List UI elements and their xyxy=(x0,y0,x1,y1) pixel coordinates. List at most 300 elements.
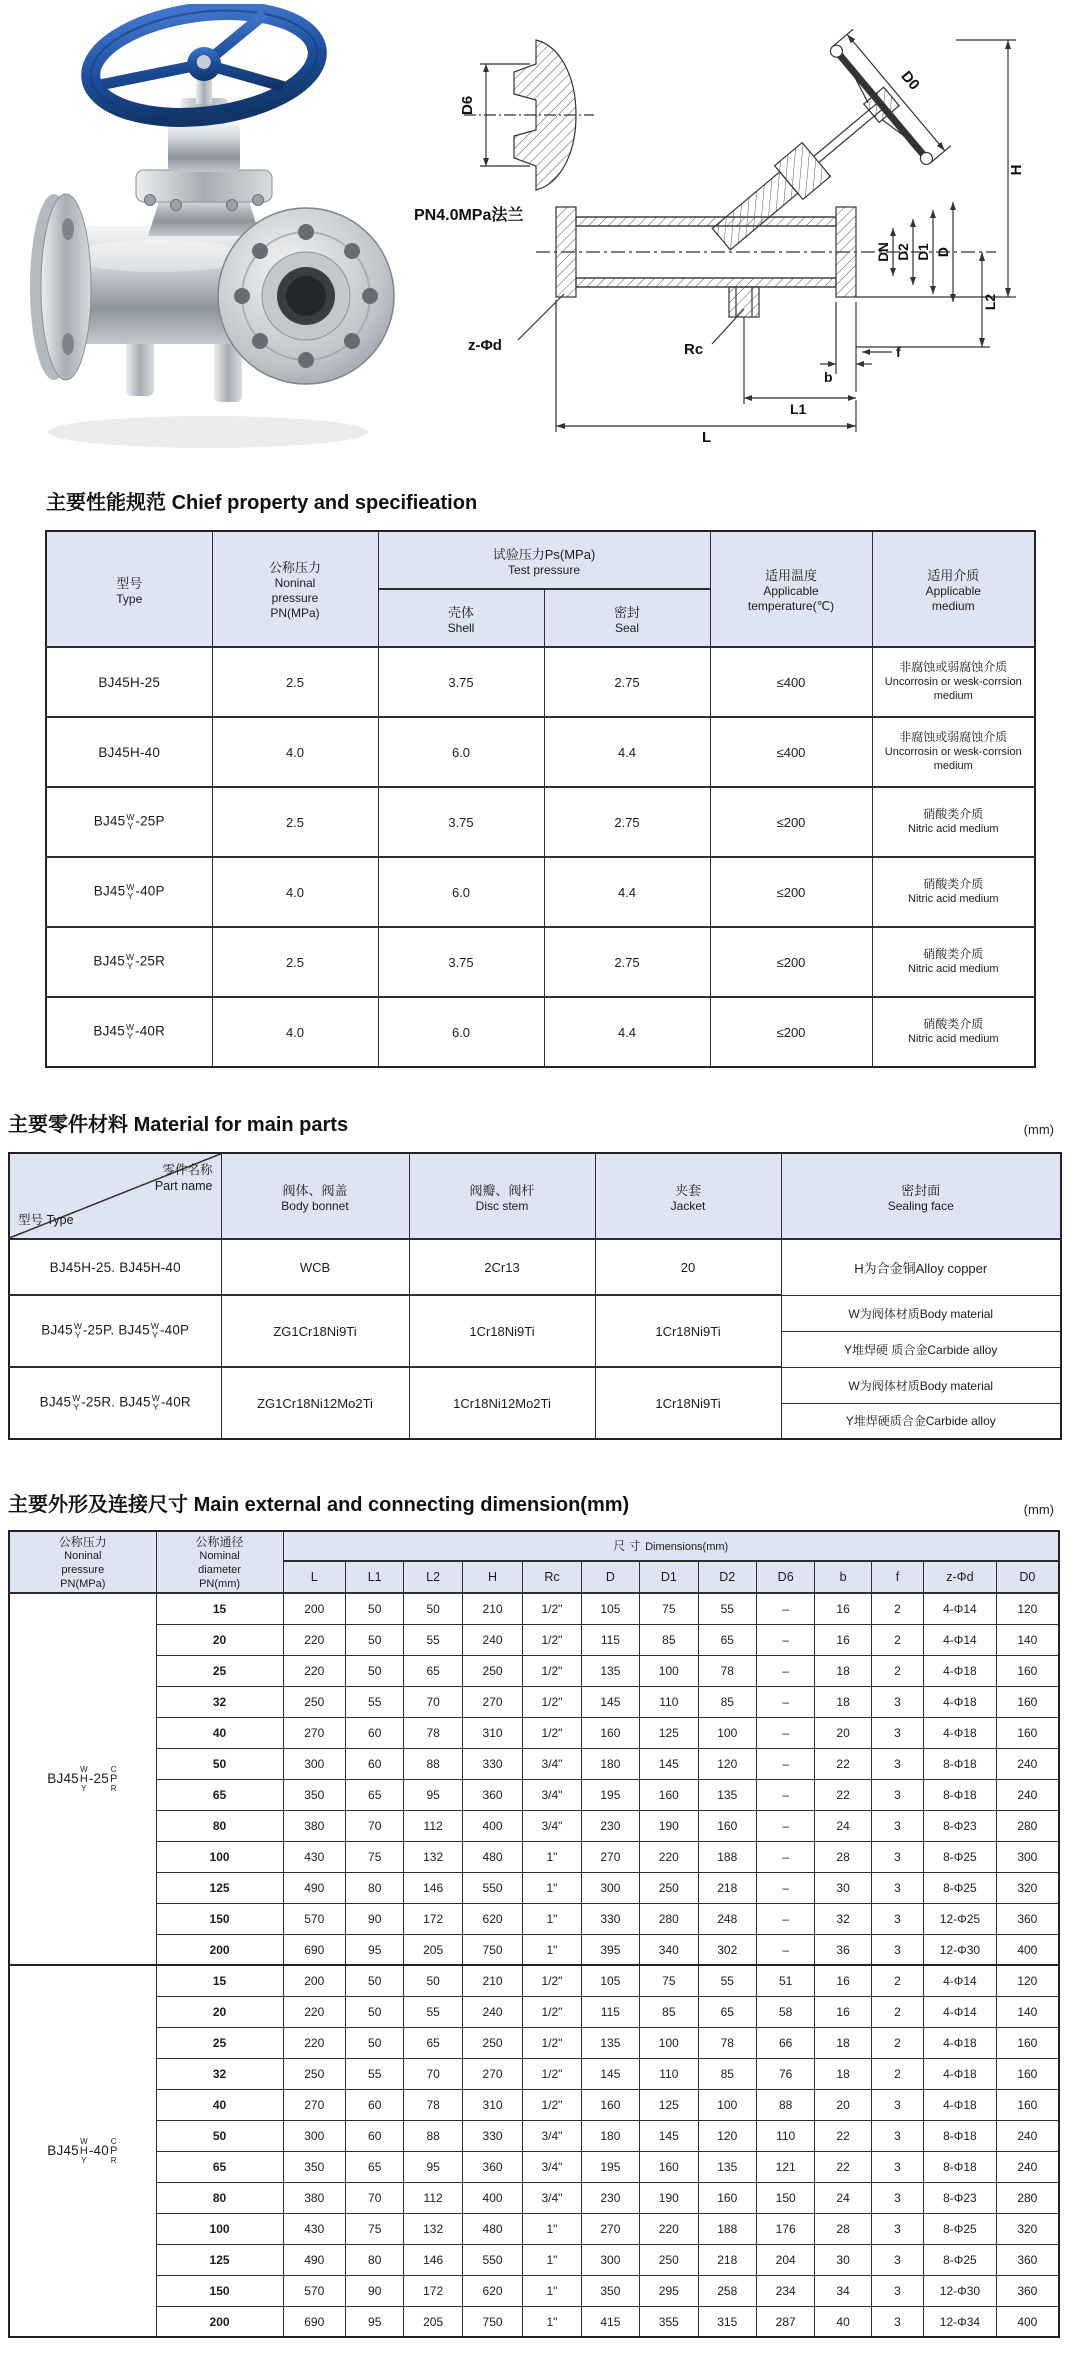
dimension-value-cell: 50 xyxy=(345,1965,403,1996)
dimension-value-cell: 1/2" xyxy=(523,2058,581,2089)
nominal-diameter-cell: 200 xyxy=(156,1934,283,1965)
nominal-diameter-cell: 80 xyxy=(156,1810,283,1841)
dimension-value-cell: 330 xyxy=(462,1748,522,1779)
dimension-value-cell: 4-Φ18 xyxy=(924,1686,997,1717)
dimension-value-cell: 355 xyxy=(640,2306,698,2337)
h-label: H xyxy=(1008,164,1025,176)
spec-title-zh: 主要性能规范 xyxy=(46,492,166,514)
temp-value-cell: ≤400 xyxy=(710,717,872,787)
body-bonnet-cell: ZG1Cr18Ni12Mo2Ti xyxy=(221,1367,409,1439)
dimension-value-cell: 145 xyxy=(640,2120,698,2151)
dimension-row xyxy=(9,1779,1059,1810)
dimension-value-cell: 620 xyxy=(462,2275,522,2306)
dimension-value-cell: 240 xyxy=(996,1748,1059,1779)
col-header-f: f xyxy=(871,1561,923,1593)
dimension-value-cell: 160 xyxy=(996,2089,1059,2120)
dimension-value-cell: 160 xyxy=(996,2027,1059,2058)
stack-letter: Y xyxy=(152,1330,158,1340)
dimension-row xyxy=(9,1965,1059,1996)
dimension-value-cell: 4-Φ14 xyxy=(924,1996,997,2027)
dimension-value-cell: 1/2" xyxy=(523,1717,581,1748)
dimension-value-cell: – xyxy=(756,1810,814,1841)
header-pn-en: Noninal pressure PN(MPa) xyxy=(270,576,320,620)
dimension-value-cell: 1/2" xyxy=(523,2027,581,2058)
seal-value-cell: 4.4 xyxy=(544,717,710,787)
dimension-value-cell: 400 xyxy=(462,1810,522,1841)
dimension-value-cell: 570 xyxy=(283,1903,345,1934)
dimension-value-cell: 55 xyxy=(404,1996,462,2027)
stack-letter: Y xyxy=(81,2155,87,2165)
dimension-value-cell: 20 xyxy=(815,1717,871,1748)
dimension-value-cell: 105 xyxy=(581,1965,639,1996)
dimension-value-cell: 125 xyxy=(640,2089,698,2120)
dimension-value-cell: 22 xyxy=(815,1779,871,1810)
dimension-row xyxy=(9,2151,1059,2182)
dimension-value-cell: 100 xyxy=(698,1717,756,1748)
medium-cell xyxy=(872,927,1035,997)
type-letter-stack xyxy=(126,1023,134,1041)
seal-value-cell: 2.75 xyxy=(544,647,710,717)
dimension-row xyxy=(9,2306,1059,2337)
header-medium-zh: 适用介质 xyxy=(927,567,980,583)
type-letter-stack xyxy=(110,1766,117,1793)
medium-cell xyxy=(872,787,1035,857)
disc-stem-cell: 1Cr18Ni12Mo2Ti xyxy=(409,1367,595,1439)
dimension-value-cell: 218 xyxy=(698,2244,756,2275)
sealing-face-bottom-cell: Y堆焊硬 质合金Carbide alloy xyxy=(781,1331,1061,1367)
type-text: BJ45 xyxy=(93,883,126,899)
dimension-value-cell: 3/4" xyxy=(523,2120,581,2151)
dimension-value-cell: 490 xyxy=(283,2244,345,2275)
dimension-value-cell: 3 xyxy=(871,2244,923,2275)
material-section-title xyxy=(8,1108,1060,1137)
stack-letter: H xyxy=(79,1772,88,1785)
dimension-value-cell: 78 xyxy=(698,2027,756,2058)
dimension-value-cell: 146 xyxy=(404,1872,462,1903)
dimension-value-cell: 80 xyxy=(345,1872,403,1903)
dimension-row xyxy=(9,1686,1059,1717)
dimension-value-cell: 8-Φ25 xyxy=(924,2213,997,2244)
dimension-value-cell: 3 xyxy=(871,2089,923,2120)
nominal-diameter-cell: 50 xyxy=(156,1748,283,1779)
type-text: BJ45 xyxy=(39,1394,72,1410)
dimension-value-cell: 132 xyxy=(404,1841,462,1872)
stack-letter: Y xyxy=(127,1031,133,1041)
dimension-value-cell: 16 xyxy=(815,1965,871,1996)
sealing-face-top-cell: W为阀体材质Body material xyxy=(781,1367,1061,1403)
type-group-label xyxy=(9,1593,156,1965)
dimension-value-cell: 8-Φ25 xyxy=(924,1872,997,1903)
nominal-diameter-cell: 32 xyxy=(156,1686,283,1717)
dimension-value-cell: 300 xyxy=(581,2244,639,2275)
type-group-label xyxy=(9,1965,156,2337)
dimension-value-cell: 110 xyxy=(640,2058,698,2089)
col-header-D0: D0 xyxy=(996,1561,1059,1593)
dimension-value-cell: 58 xyxy=(756,1996,814,2027)
dimension-value-cell: 1" xyxy=(523,1903,581,1934)
temp-value-cell: ≤200 xyxy=(710,927,872,997)
dimension-value-cell: 18 xyxy=(815,1655,871,1686)
dimension-value-cell: 250 xyxy=(283,1686,345,1717)
dimension-value-cell: 12-Φ30 xyxy=(924,2275,997,2306)
type-cell xyxy=(9,1295,221,1367)
pn-value-cell: 4.0 xyxy=(212,717,378,787)
dimension-value-cell: 4-Φ18 xyxy=(924,2027,997,2058)
dimension-value-cell: 3 xyxy=(871,1903,923,1934)
nominal-diameter-cell: 65 xyxy=(156,1779,283,1810)
corner-part-name: 零件名称 Part name xyxy=(154,1163,213,1194)
dimension-value-cell: 3/4" xyxy=(523,2151,581,2182)
dimension-value-cell: – xyxy=(756,1934,814,1965)
dimension-value-cell: 176 xyxy=(756,2213,814,2244)
dimension-value-cell: 160 xyxy=(996,1686,1059,1717)
dimension-value-cell: 160 xyxy=(698,2182,756,2213)
dimension-value-cell: 160 xyxy=(640,1779,698,1810)
dimension-value-cell: 210 xyxy=(462,1965,522,1996)
spec-table xyxy=(45,530,1036,1068)
header-shell-en: Shell xyxy=(447,620,475,635)
flange-note: PN4.0MPa法兰 xyxy=(414,207,524,224)
dimension-value-cell: 180 xyxy=(581,1748,639,1779)
dimension-value-cell: 60 xyxy=(345,2120,403,2151)
spec-row xyxy=(46,997,1035,1067)
medium-en: Uncorrosin or wesk-corrsion medium xyxy=(884,676,1022,702)
pn-value-cell: 2.5 xyxy=(212,647,378,717)
dimension-value-cell: 2 xyxy=(871,1624,923,1655)
dimension-value-cell: 78 xyxy=(404,2089,462,2120)
pn-value-cell: 2.5 xyxy=(212,927,378,997)
dimension-value-cell: 95 xyxy=(404,2151,462,2182)
dimension-value-cell: 310 xyxy=(462,2089,522,2120)
dimension-value-cell: 135 xyxy=(698,1779,756,1810)
dimension-value-cell: 3 xyxy=(871,2275,923,2306)
dimension-value-cell: 2 xyxy=(871,1965,923,1996)
dimension-value-cell: 76 xyxy=(756,2058,814,2089)
dimension-value-cell: 55 xyxy=(345,2058,403,2089)
dimension-value-cell: 12-Φ30 xyxy=(924,1934,997,1965)
stack-letter: C xyxy=(110,1764,117,1774)
dimension-row xyxy=(9,1810,1059,1841)
dimension-value-cell: 8-Φ23 xyxy=(924,2182,997,2213)
dimension-row xyxy=(9,2120,1059,2151)
dimension-value-cell: – xyxy=(756,1624,814,1655)
dimension-value-cell: 145 xyxy=(581,2058,639,2089)
stack-letter: Y xyxy=(127,891,134,901)
dimension-value-cell: 4-Φ14 xyxy=(924,1624,997,1655)
dimension-row xyxy=(9,1996,1059,2027)
dimension-value-cell: 145 xyxy=(581,1686,639,1717)
dimension-value-cell: 120 xyxy=(698,2120,756,2151)
dimension-value-cell: 50 xyxy=(404,1965,462,1996)
type-text: -40P xyxy=(159,1322,190,1338)
technical-drawing xyxy=(396,2,1066,460)
dimension-value-cell: 220 xyxy=(283,2027,345,2058)
header-temp-en: Applicable temperature(℃) xyxy=(747,583,835,613)
dimension-value-cell: 1" xyxy=(523,2275,581,2306)
spec-row xyxy=(46,717,1035,787)
dimension-value-cell: 4-Φ18 xyxy=(924,1717,997,1748)
shell-value-cell: 3.75 xyxy=(378,927,544,997)
material-title-en: Material for main parts xyxy=(133,1114,349,1136)
shell-value-cell: 3.75 xyxy=(378,647,544,717)
stack-letter: C xyxy=(110,2136,117,2146)
dimension-value-cell: 160 xyxy=(581,1717,639,1748)
nominal-diameter-cell: 25 xyxy=(156,2027,283,2058)
dimension-value-cell: 85 xyxy=(640,1996,698,2027)
header-temp-zh: 适用温度 xyxy=(764,567,817,583)
dimension-value-cell: 315 xyxy=(698,2306,756,2337)
jacket-cell: 1Cr18Ni9Ti xyxy=(595,1295,781,1367)
dimension-value-cell: 50 xyxy=(345,1996,403,2027)
col-header-nominal-diameter: 公称通径 Nominal diameter PN(mm) xyxy=(156,1531,283,1593)
dimension-value-cell: 132 xyxy=(404,2213,462,2244)
dimension-value-cell: 400 xyxy=(996,1934,1059,1965)
dimension-value-cell: 8-Φ18 xyxy=(924,1748,997,1779)
dimension-value-cell: 240 xyxy=(462,1996,522,2027)
dimension-value-cell: 78 xyxy=(698,1655,756,1686)
dimension-value-cell: – xyxy=(756,1903,814,1934)
dimension-value-cell: 24 xyxy=(815,2182,871,2213)
dimension-value-cell: 55 xyxy=(698,1965,756,1996)
dimension-value-cell: 2 xyxy=(871,1655,923,1686)
material-unit-note: (mm) xyxy=(1023,1122,1054,1137)
stack-letter: R xyxy=(110,1783,117,1793)
dimension-value-cell: 2 xyxy=(871,1593,923,1624)
dimension-value-cell: 36 xyxy=(815,1934,871,1965)
dimension-value-cell: 70 xyxy=(345,2182,403,2213)
nominal-diameter-cell: 20 xyxy=(156,1996,283,2027)
dimension-value-cell: 1/2" xyxy=(523,1686,581,1717)
spec-row xyxy=(46,787,1035,857)
dimension-value-cell: 50 xyxy=(345,1655,403,1686)
dimension-value-cell: 100 xyxy=(640,1655,698,1686)
d1-label: D1 xyxy=(916,243,931,261)
dimension-value-cell: 160 xyxy=(996,2058,1059,2089)
dimension-value-cell: 300 xyxy=(996,1841,1059,1872)
dimension-value-cell: 3/4" xyxy=(523,1810,581,1841)
dimension-value-cell: 85 xyxy=(698,1686,756,1717)
dimension-value-cell: 18 xyxy=(815,1686,871,1717)
type-cell xyxy=(46,717,212,787)
type-text: -25R xyxy=(135,953,166,969)
dimension-row xyxy=(9,1903,1059,1934)
dimension-value-cell: 3 xyxy=(871,2182,923,2213)
medium-zh: 硝酸类介质 xyxy=(923,947,984,962)
dimension-value-cell: 22 xyxy=(815,2120,871,2151)
type-cell xyxy=(9,1239,221,1295)
dimension-value-cell: 4-Φ18 xyxy=(924,2089,997,2120)
dimension-row xyxy=(9,1872,1059,1903)
dimension-value-cell: 750 xyxy=(462,1934,522,1965)
type-text: -40R xyxy=(160,1394,191,1410)
dimension-value-cell: 12-Φ25 xyxy=(924,1903,997,1934)
dimension-value-cell: 430 xyxy=(283,1841,345,1872)
header-shell-zh: 壳体 xyxy=(447,604,474,620)
col-header-applicable-medium xyxy=(872,531,1035,647)
dimension-value-cell: 380 xyxy=(283,2182,345,2213)
type-text: -40P xyxy=(135,883,165,899)
dimension-value-cell: 120 xyxy=(698,1748,756,1779)
header-seal-zh: 密封 xyxy=(613,604,640,620)
medium-zh: 硝酸类介质 xyxy=(923,1017,984,1032)
type-text: BJ45 xyxy=(47,2142,79,2158)
dimension-value-cell: 3 xyxy=(871,2151,923,2182)
col-header-body-bonnet: 阀体、阀盖 Body bonnet xyxy=(221,1153,409,1239)
body-bonnet-cell: ZG1Cr18Ni9Ti xyxy=(221,1295,409,1367)
dimension-value-cell: 240 xyxy=(996,2151,1059,2182)
material-title-zh: 主要零件材料 xyxy=(8,1114,128,1136)
dimension-value-cell: 8-Φ18 xyxy=(924,1779,997,1810)
dimension-value-cell: 195 xyxy=(581,2151,639,2182)
col-header-L1: L1 xyxy=(345,1561,403,1593)
dimension-value-cell: 70 xyxy=(404,1686,462,1717)
dimension-value-cell: 240 xyxy=(996,2120,1059,2151)
dimension-value-cell: 330 xyxy=(462,2120,522,2151)
dimension-value-cell: 302 xyxy=(698,1934,756,1965)
dimension-value-cell: 270 xyxy=(462,1686,522,1717)
temp-value-cell: ≤200 xyxy=(710,997,872,1067)
dimension-value-cell: 250 xyxy=(283,2058,345,2089)
dn-label: DN xyxy=(876,242,891,262)
nominal-diameter-cell: 150 xyxy=(156,1903,283,1934)
dimension-value-cell: 280 xyxy=(996,1810,1059,1841)
dimension-value-cell: 70 xyxy=(345,1810,403,1841)
type-text: -25R. BJ45 xyxy=(81,1394,151,1410)
medium-zh: 非腐蚀或弱腐蚀介质 xyxy=(899,730,1008,745)
dimension-value-cell: 3 xyxy=(871,1934,923,1965)
dimension-unit-note: (mm) xyxy=(1023,1502,1054,1517)
col-header-D2: D2 xyxy=(698,1561,756,1593)
col-header-D1: D1 xyxy=(640,1561,698,1593)
col-header-b: b xyxy=(815,1561,871,1593)
corner-header-cell xyxy=(9,1153,221,1239)
dimension-value-cell: 55 xyxy=(404,1624,462,1655)
dimension-value-cell: 205 xyxy=(404,1934,462,1965)
dimension-value-cell: 88 xyxy=(404,1748,462,1779)
stack-letter: P xyxy=(109,1772,118,1785)
dimension-value-cell: 105 xyxy=(581,1593,639,1624)
dimension-value-cell: 65 xyxy=(345,1779,403,1810)
nominal-diameter-cell: 32 xyxy=(156,2058,283,2089)
dimension-value-cell: 250 xyxy=(640,2244,698,2275)
dimension-value-cell: 220 xyxy=(283,1996,345,2027)
sealing-face-bottom-cell: Y堆焊硬质合金Carbide alloy xyxy=(781,1403,1061,1439)
dimension-value-cell: 230 xyxy=(581,2182,639,2213)
dimension-row xyxy=(9,1593,1059,1624)
dimension-value-cell: 3 xyxy=(871,1717,923,1748)
corner-type: 型号 Type xyxy=(18,1213,74,1227)
dimension-value-cell: 300 xyxy=(283,1748,345,1779)
dimension-value-cell: – xyxy=(756,1872,814,1903)
medium-zh: 硝酸类介质 xyxy=(923,807,984,822)
col-header-H: H xyxy=(462,1561,522,1593)
col-header-shell xyxy=(378,589,544,647)
dimension-value-cell: 240 xyxy=(462,1624,522,1655)
dimension-value-cell: 360 xyxy=(462,1779,522,1810)
dimension-value-cell: 95 xyxy=(345,2306,403,2337)
dimension-value-cell: 28 xyxy=(815,1841,871,1872)
dimension-row xyxy=(9,1717,1059,1748)
dimension-value-cell: 1" xyxy=(523,1872,581,1903)
type-text: BJ45 xyxy=(93,953,125,969)
dimension-value-cell: 480 xyxy=(462,2213,522,2244)
seal-value-cell: 2.75 xyxy=(544,927,710,997)
dimension-value-cell: 295 xyxy=(640,2275,698,2306)
dimension-row xyxy=(9,2182,1059,2213)
nominal-diameter-cell: 40 xyxy=(156,2089,283,2120)
header-seal-en: Seal xyxy=(614,620,640,635)
col-header-D6: D6 xyxy=(756,1561,814,1593)
jacket-cell: 1Cr18Ni9Ti xyxy=(595,1367,781,1439)
dimension-value-cell: 85 xyxy=(698,2058,756,2089)
dimension-value-cell: 22 xyxy=(815,2151,871,2182)
dimension-value-cell: 172 xyxy=(404,2275,462,2306)
stack-letter: W xyxy=(126,882,135,892)
dimension-value-cell: 4-Φ18 xyxy=(924,1655,997,1686)
b-label: b xyxy=(824,369,833,385)
dimension-value-cell: 140 xyxy=(996,1624,1059,1655)
header-medium-en: Applicable medium xyxy=(925,583,981,613)
dimension-value-cell: 280 xyxy=(640,1903,698,1934)
dimension-value-cell: 66 xyxy=(756,2027,814,2058)
dimension-row xyxy=(9,2027,1059,2058)
dimension-value-cell: 195 xyxy=(581,1779,639,1810)
material-row xyxy=(9,1367,1061,1403)
dimension-value-cell: 690 xyxy=(283,1934,345,1965)
dimension-value-cell: 88 xyxy=(756,2089,814,2120)
dimension-value-cell: 1" xyxy=(523,2213,581,2244)
type-text: -40 xyxy=(88,2142,109,2158)
l-label: L xyxy=(702,429,712,446)
dimension-value-cell: 40 xyxy=(815,2306,871,2337)
temp-value-cell: ≤200 xyxy=(710,787,872,857)
dimension-value-cell: 55 xyxy=(345,1686,403,1717)
dimension-value-cell: – xyxy=(756,1841,814,1872)
medium-en: Nitric acid medium xyxy=(908,1032,999,1045)
spec-row xyxy=(46,647,1035,717)
nominal-diameter-cell: 15 xyxy=(156,1593,283,1624)
material-table xyxy=(8,1152,1062,1440)
d-label: D xyxy=(935,246,951,258)
stack-letter: W xyxy=(126,812,135,822)
dimension-value-cell: 8-Φ18 xyxy=(924,2151,997,2182)
type-letter-stack xyxy=(72,1394,80,1412)
dimension-value-cell: 300 xyxy=(581,1872,639,1903)
spec-row xyxy=(46,927,1035,997)
dimension-value-cell: 270 xyxy=(581,2213,639,2244)
pn-value-cell: 4.0 xyxy=(212,857,378,927)
dimension-value-cell: 100 xyxy=(698,2089,756,2120)
seal-value-cell: 2.75 xyxy=(544,787,710,857)
dimension-value-cell: 270 xyxy=(283,2089,345,2120)
dimension-value-cell: 258 xyxy=(698,2275,756,2306)
dimension-value-cell: 200 xyxy=(283,1965,345,1996)
dimension-value-cell: 160 xyxy=(996,1655,1059,1686)
dimension-value-cell: 248 xyxy=(698,1903,756,1934)
dimension-value-cell: 50 xyxy=(345,2027,403,2058)
dimension-value-cell: 95 xyxy=(345,1934,403,1965)
dimension-value-cell: 112 xyxy=(404,1810,462,1841)
disc-stem-cell: 1Cr18Ni9Ti xyxy=(409,1295,595,1367)
pn-value-cell: 2.5 xyxy=(212,787,378,857)
spec-section-title xyxy=(46,486,477,515)
header-type-en: Type xyxy=(116,591,143,606)
seal-value-cell: 4.4 xyxy=(544,997,710,1067)
nominal-diameter-cell: 80 xyxy=(156,2182,283,2213)
dimension-value-cell: 34 xyxy=(815,2275,871,2306)
stack-letter: Y xyxy=(127,821,134,831)
temp-value-cell: ≤400 xyxy=(710,647,872,717)
